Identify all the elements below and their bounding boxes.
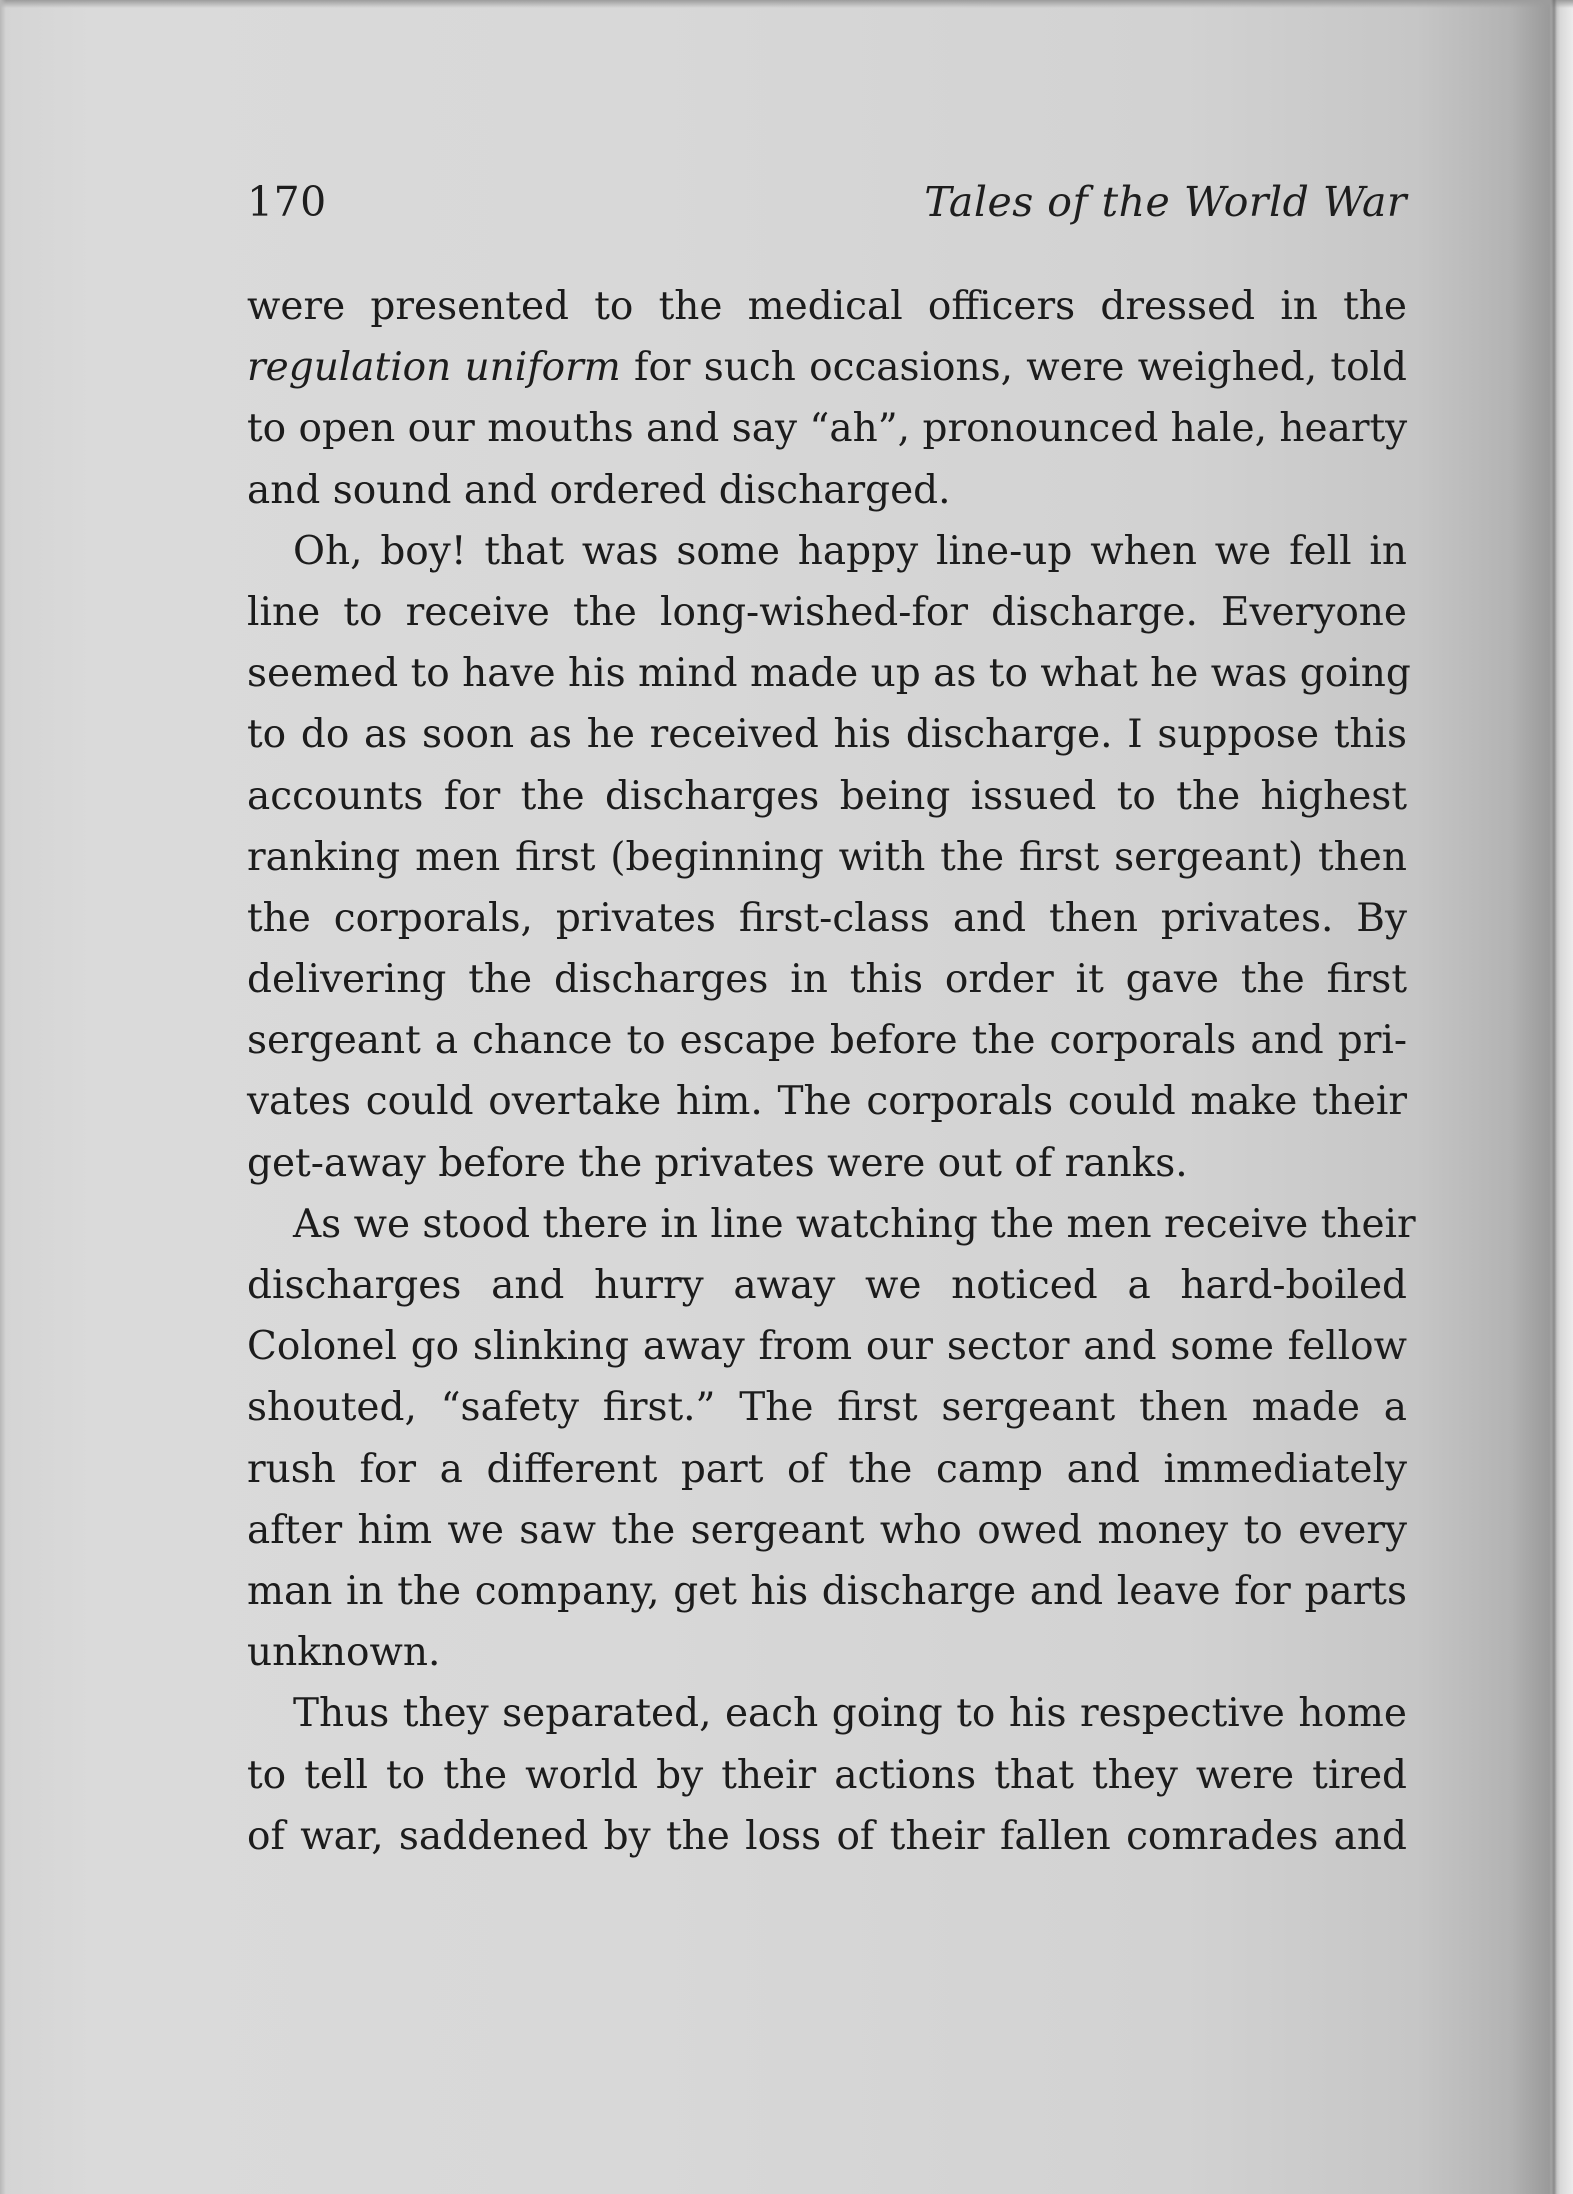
text-line: Thus they separated, each going to his respective home xyxy=(293,1691,1407,1737)
page-number: 170 xyxy=(247,178,327,226)
text-line: discharges and hurry away we noticed a hard-boiled xyxy=(247,1263,1407,1308)
text-line: were presented to the medical officers dressed in the xyxy=(247,284,1407,329)
text-line: shouted, “safety first.” The first sergeant then made a xyxy=(247,1385,1407,1431)
text-line: delivering the discharges in this order it gave the first xyxy=(247,957,1407,1003)
body-text xyxy=(247,276,1416,1867)
text-line: of war, saddened by the loss of their fallen comrades and xyxy=(247,1813,1407,1859)
text-line: man in the company, get his discharge and leave for parts xyxy=(247,1568,1407,1614)
text-line: rush for a different part of the camp and immediately xyxy=(247,1446,1407,1492)
italic-phrase: regulation uniform xyxy=(247,345,621,391)
text-line: Colonel go slinking away from our sector and some fellow xyxy=(247,1324,1407,1370)
text-line: vates could overtake him. The corporals could make their xyxy=(247,1079,1407,1125)
text-line: sergeant a chance to escape before the corporals and pri- xyxy=(247,1018,1407,1064)
text-line: to open our mouths and say “ah”, pronounced hale, hearty xyxy=(247,406,1408,452)
text-line: after him we saw the sergeant who owed money to every xyxy=(247,1507,1407,1553)
text-line: seemed to have his mind made up as to what he was going xyxy=(247,651,1411,697)
text-line: to do as soon as he received his discharge. I suppose this xyxy=(247,712,1407,758)
running-title: Tales of the World War xyxy=(924,178,1407,226)
text-line: unknown. xyxy=(247,1630,441,1676)
text-line: accounts for the discharges being issued to the highest xyxy=(247,773,1407,819)
text-line: and sound and ordered discharged. xyxy=(247,467,951,513)
text-line: Oh, boy! that was some happy line-up when we fell in xyxy=(293,528,1407,574)
running-head xyxy=(247,178,1407,238)
text-line: ranking men first (beginning with the first sergeant) then xyxy=(247,834,1407,880)
text-line: line to receive the long-wished-for discharge. Everyone xyxy=(247,589,1407,635)
text-line-rest: for such occasions, were weighed, told xyxy=(620,345,1407,391)
text-line: the corporals, privates first-class and then privates. By xyxy=(247,895,1407,941)
page-gutter-shadow xyxy=(1551,0,1557,2194)
text-line xyxy=(247,337,1407,398)
text-line: get-away before the privates were out of ranks. xyxy=(247,1140,1188,1186)
text-line: to tell to the world by their actions that they were tired xyxy=(247,1752,1407,1798)
text-line: As we stood there in line watching the men receive their xyxy=(293,1201,1416,1247)
